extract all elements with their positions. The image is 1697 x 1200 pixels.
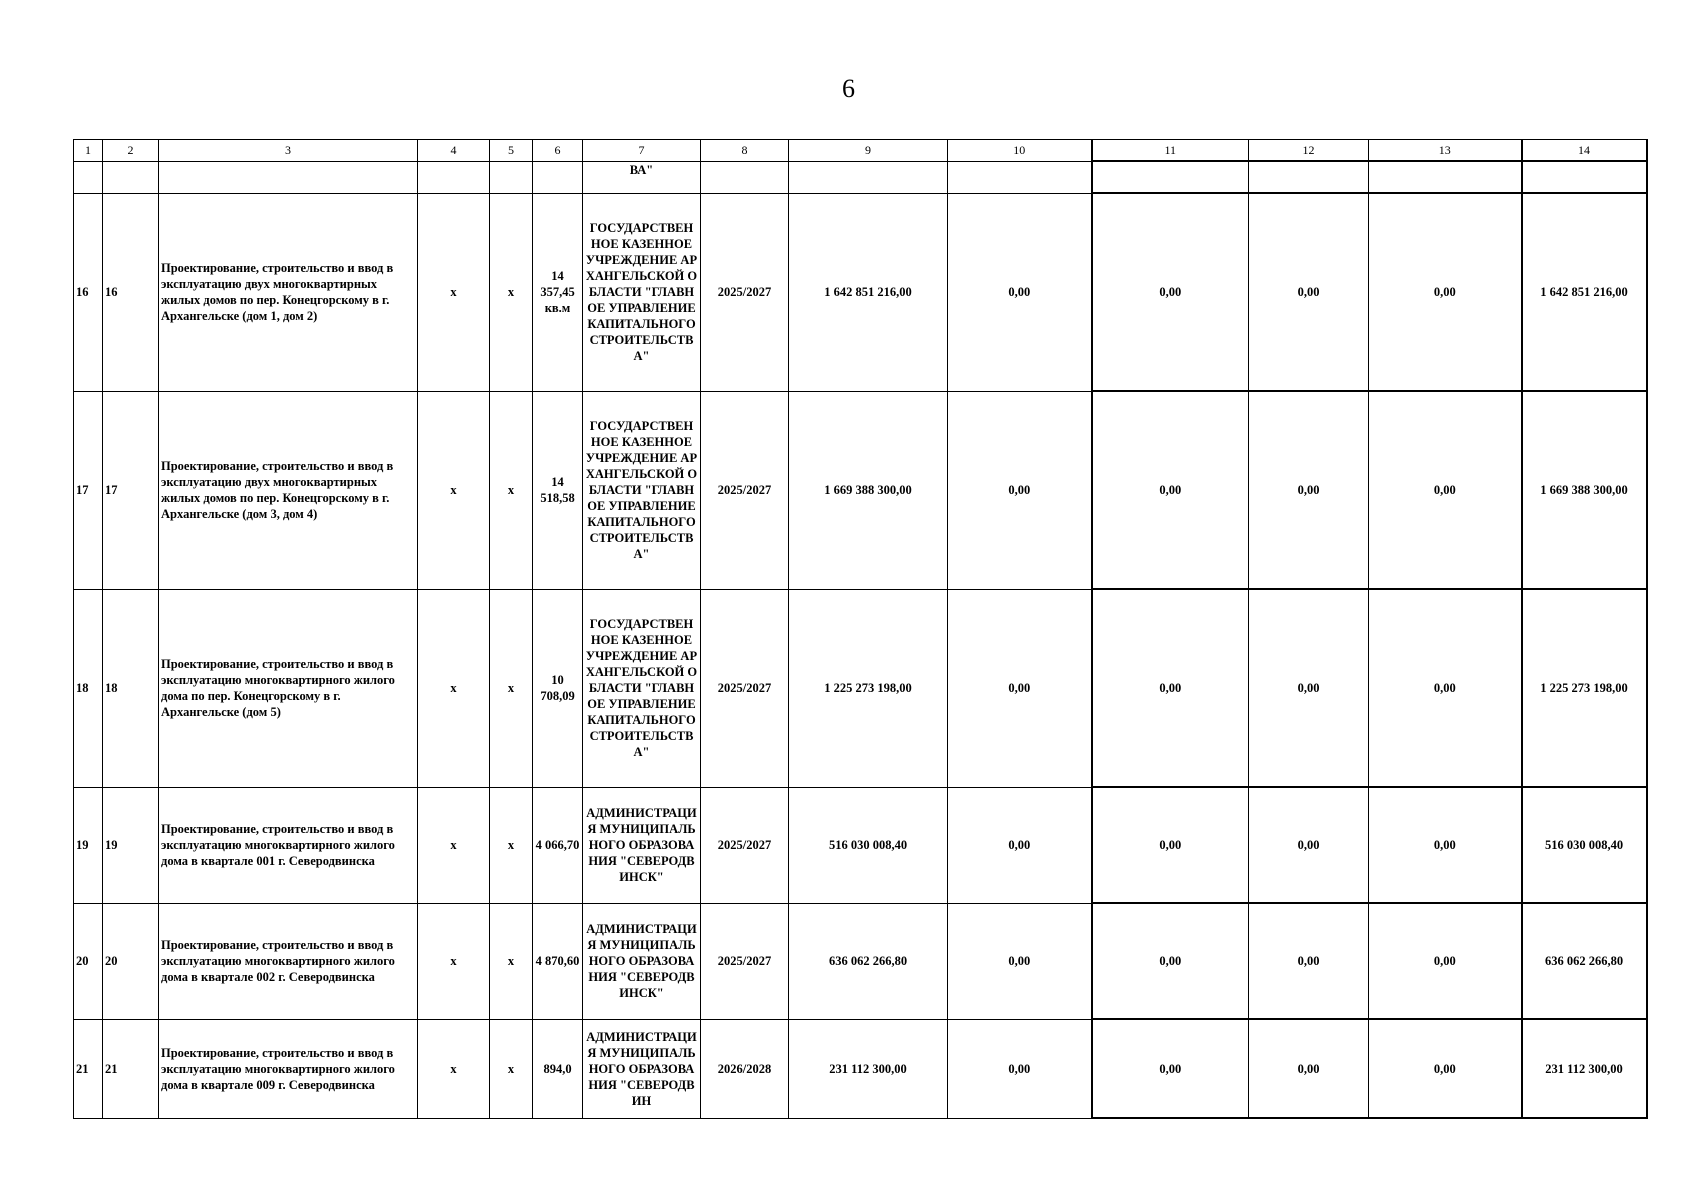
amount-col11-cell: 0,00 xyxy=(1092,787,1249,903)
amount-col10-cell: 0,00 xyxy=(948,391,1092,589)
table-cell xyxy=(1369,161,1522,193)
column-5-cell: x xyxy=(490,391,533,589)
row-number-cell: 16 xyxy=(74,193,103,391)
column-header: 7 xyxy=(583,140,701,162)
period-cell: 2025/2027 xyxy=(701,589,789,787)
amount-col13-cell: 0,00 xyxy=(1369,391,1522,589)
column-5-cell: x xyxy=(490,1019,533,1118)
amount-col9-cell: 1 225 273 198,00 xyxy=(789,589,948,787)
customer-cell: ГОСУДАРСТВЕННОЕ КАЗЕННОЕ УЧРЕЖДЕНИЕ АРХАНГЕЛЬСКОЙ ОБЛАСТИ "ГЛАВНОЕ УПРАВЛЕНИЕ КАПИТАЛЬНОГО СТРОИТЕЛЬСТВА" xyxy=(583,589,701,787)
amount-col12-cell: 0,00 xyxy=(1249,903,1369,1019)
customer-cell: ВА" xyxy=(583,161,701,193)
period-cell: 2025/2027 xyxy=(701,193,789,391)
period-cell: 2026/2028 xyxy=(701,1019,789,1118)
column-4-cell: x xyxy=(418,787,490,903)
column-header: 8 xyxy=(701,140,789,162)
continuation-row xyxy=(74,161,1647,193)
amount-col13-cell: 0,00 xyxy=(1369,589,1522,787)
column-header: 4 xyxy=(418,140,490,162)
amount-col10-cell: 0,00 xyxy=(948,903,1092,1019)
column-5-cell: x xyxy=(490,903,533,1019)
amount-col10-cell: 0,00 xyxy=(948,193,1092,391)
area-cell: 894,0 xyxy=(533,1019,583,1118)
customer-cell: АДМИНИСТРАЦИЯ МУНИЦИПАЛЬНОГО ОБРАЗОВАНИЯ "СЕВЕРОДВИНСК" xyxy=(583,787,701,903)
description-cell: Проектирование, строительство и ввод в эксплуатацию многоквартирного жилого дома по пер. Конецгорскому в г. Архангельске (дом 5) xyxy=(159,589,418,787)
table-cell xyxy=(701,161,789,193)
column-4-cell: x xyxy=(418,193,490,391)
customer-cell: АДМИНИСТРАЦИЯ МУНИЦИПАЛЬНОГО ОБРАЗОВАНИЯ "СЕВЕРОДВИНСК" xyxy=(583,903,701,1019)
amount-col12-cell: 0,00 xyxy=(1249,589,1369,787)
column-5-cell: x xyxy=(490,787,533,903)
amount-col13-cell: 0,00 xyxy=(1369,193,1522,391)
column-4-cell: x xyxy=(418,391,490,589)
total-col14-cell: 516 030 008,40 xyxy=(1522,787,1647,903)
row-index-cell: 20 xyxy=(103,903,159,1019)
amount-col12-cell: 0,00 xyxy=(1249,193,1369,391)
period-cell: 2025/2027 xyxy=(701,391,789,589)
column-header: 13 xyxy=(1369,140,1522,162)
row-index-cell: 19 xyxy=(103,787,159,903)
area-cell: 14 357,45 кв.м xyxy=(533,193,583,391)
customer-cell: ГОСУДАРСТВЕННОЕ КАЗЕННОЕ УЧРЕЖДЕНИЕ АРХАНГЕЛЬСКОЙ ОБЛАСТИ "ГЛАВНОЕ УПРАВЛЕНИЕ КАПИТАЛЬНОГО СТРОИТЕЛЬСТВА" xyxy=(583,193,701,391)
amount-col12-cell: 0,00 xyxy=(1249,391,1369,589)
column-4-cell: x xyxy=(418,589,490,787)
area-cell: 4 066,70 xyxy=(533,787,583,903)
table-cell xyxy=(418,161,490,193)
amount-col13-cell: 0,00 xyxy=(1369,787,1522,903)
amount-col9-cell: 1 669 388 300,00 xyxy=(789,391,948,589)
total-col14-cell: 1 642 851 216,00 xyxy=(1522,193,1647,391)
description-cell: Проектирование, строительство и ввод в эксплуатацию многоквартирного жилого дома в квартале 001 г. Северодвинска xyxy=(159,787,418,903)
table-row xyxy=(74,1019,1647,1118)
column-header: 14 xyxy=(1522,140,1647,162)
amount-col10-cell: 0,00 xyxy=(948,1019,1092,1118)
amount-col12-cell: 0,00 xyxy=(1249,787,1369,903)
total-col14-cell: 636 062 266,80 xyxy=(1522,903,1647,1019)
customer-cell: ГОСУДАРСТВЕННОЕ КАЗЕННОЕ УЧРЕЖДЕНИЕ АРХАНГЕЛЬСКОЙ ОБЛАСТИ "ГЛАВНОЕ УПРАВЛЕНИЕ КАПИТАЛЬНОГО СТРОИТЕЛЬСТВА" xyxy=(583,391,701,589)
description-cell: Проектирование, строительство и ввод в эксплуатацию многоквартирного жилого дома в квартале 009 г. Северодвинска xyxy=(159,1019,418,1118)
area-cell: 4 870,60 xyxy=(533,903,583,1019)
table-cell xyxy=(1092,161,1249,193)
table-cell xyxy=(948,161,1092,193)
table-row xyxy=(74,787,1647,903)
table-cell xyxy=(533,161,583,193)
column-header-row xyxy=(74,140,1647,162)
column-5-cell: x xyxy=(490,193,533,391)
table-row xyxy=(74,589,1647,787)
amount-col10-cell: 0,00 xyxy=(948,787,1092,903)
column-header: 3 xyxy=(159,140,418,162)
amount-col13-cell: 0,00 xyxy=(1369,1019,1522,1118)
amount-col11-cell: 0,00 xyxy=(1092,1019,1249,1118)
description-cell: Проектирование, строительство и ввод в эксплуатацию двух многоквартирных жилых домов по пер. Конецгорскому в г. Архангельске (дом 1, дом 2) xyxy=(159,193,418,391)
table-cell xyxy=(159,161,418,193)
column-header: 11 xyxy=(1092,140,1249,162)
period-cell: 2025/2027 xyxy=(701,787,789,903)
area-cell: 14 518,58 xyxy=(533,391,583,589)
customer-cell: АДМИНИСТРАЦИЯ МУНИЦИПАЛЬНОГО ОБРАЗОВАНИЯ "СЕВЕРОДВИН xyxy=(583,1019,701,1118)
row-number-cell: 18 xyxy=(74,589,103,787)
period-cell: 2025/2027 xyxy=(701,903,789,1019)
row-index-cell: 16 xyxy=(103,193,159,391)
row-number-cell: 20 xyxy=(74,903,103,1019)
column-4-cell: x xyxy=(418,1019,490,1118)
column-header: 5 xyxy=(490,140,533,162)
amount-col9-cell: 516 030 008,40 xyxy=(789,787,948,903)
row-number-cell: 17 xyxy=(74,391,103,589)
table-cell xyxy=(490,161,533,193)
amount-col11-cell: 0,00 xyxy=(1092,193,1249,391)
table-cell xyxy=(789,161,948,193)
column-header: 9 xyxy=(789,140,948,162)
column-header: 10 xyxy=(948,140,1092,162)
table-cell xyxy=(103,161,159,193)
table-cell xyxy=(1522,161,1647,193)
investment-table xyxy=(73,139,1648,1119)
amount-col9-cell: 1 642 851 216,00 xyxy=(789,193,948,391)
row-number-cell: 21 xyxy=(74,1019,103,1118)
total-col14-cell: 1 225 273 198,00 xyxy=(1522,589,1647,787)
column-header: 12 xyxy=(1249,140,1369,162)
table-row xyxy=(74,903,1647,1019)
amount-col11-cell: 0,00 xyxy=(1092,589,1249,787)
amount-col13-cell: 0,00 xyxy=(1369,903,1522,1019)
total-col14-cell: 1 669 388 300,00 xyxy=(1522,391,1647,589)
total-col14-cell: 231 112 300,00 xyxy=(1522,1019,1647,1118)
column-header: 2 xyxy=(103,140,159,162)
description-cell: Проектирование, строительство и ввод в эксплуатацию двух многоквартирных жилых домов по пер. Конецгорскому в г. Архангельске (дом 3, дом 4) xyxy=(159,391,418,589)
amount-col9-cell: 636 062 266,80 xyxy=(789,903,948,1019)
amount-col12-cell: 0,00 xyxy=(1249,1019,1369,1118)
table-cell xyxy=(74,161,103,193)
area-cell: 10 708,09 xyxy=(533,589,583,787)
table-cell xyxy=(1249,161,1369,193)
amount-col11-cell: 0,00 xyxy=(1092,391,1249,589)
table-row xyxy=(74,391,1647,589)
amount-col11-cell: 0,00 xyxy=(1092,903,1249,1019)
amount-col10-cell: 0,00 xyxy=(948,589,1092,787)
page-number: 6 xyxy=(842,74,855,103)
column-header: 6 xyxy=(533,140,583,162)
row-index-cell: 18 xyxy=(103,589,159,787)
row-index-cell: 17 xyxy=(103,391,159,589)
row-index-cell: 21 xyxy=(103,1019,159,1118)
amount-col9-cell: 231 112 300,00 xyxy=(789,1019,948,1118)
row-number-cell: 19 xyxy=(74,787,103,903)
description-cell: Проектирование, строительство и ввод в эксплуатацию многоквартирного жилого дома в квартале 002 г. Северодвинска xyxy=(159,903,418,1019)
column-4-cell: x xyxy=(418,903,490,1019)
column-5-cell: x xyxy=(490,589,533,787)
column-header: 1 xyxy=(74,140,103,162)
table-row xyxy=(74,193,1647,391)
